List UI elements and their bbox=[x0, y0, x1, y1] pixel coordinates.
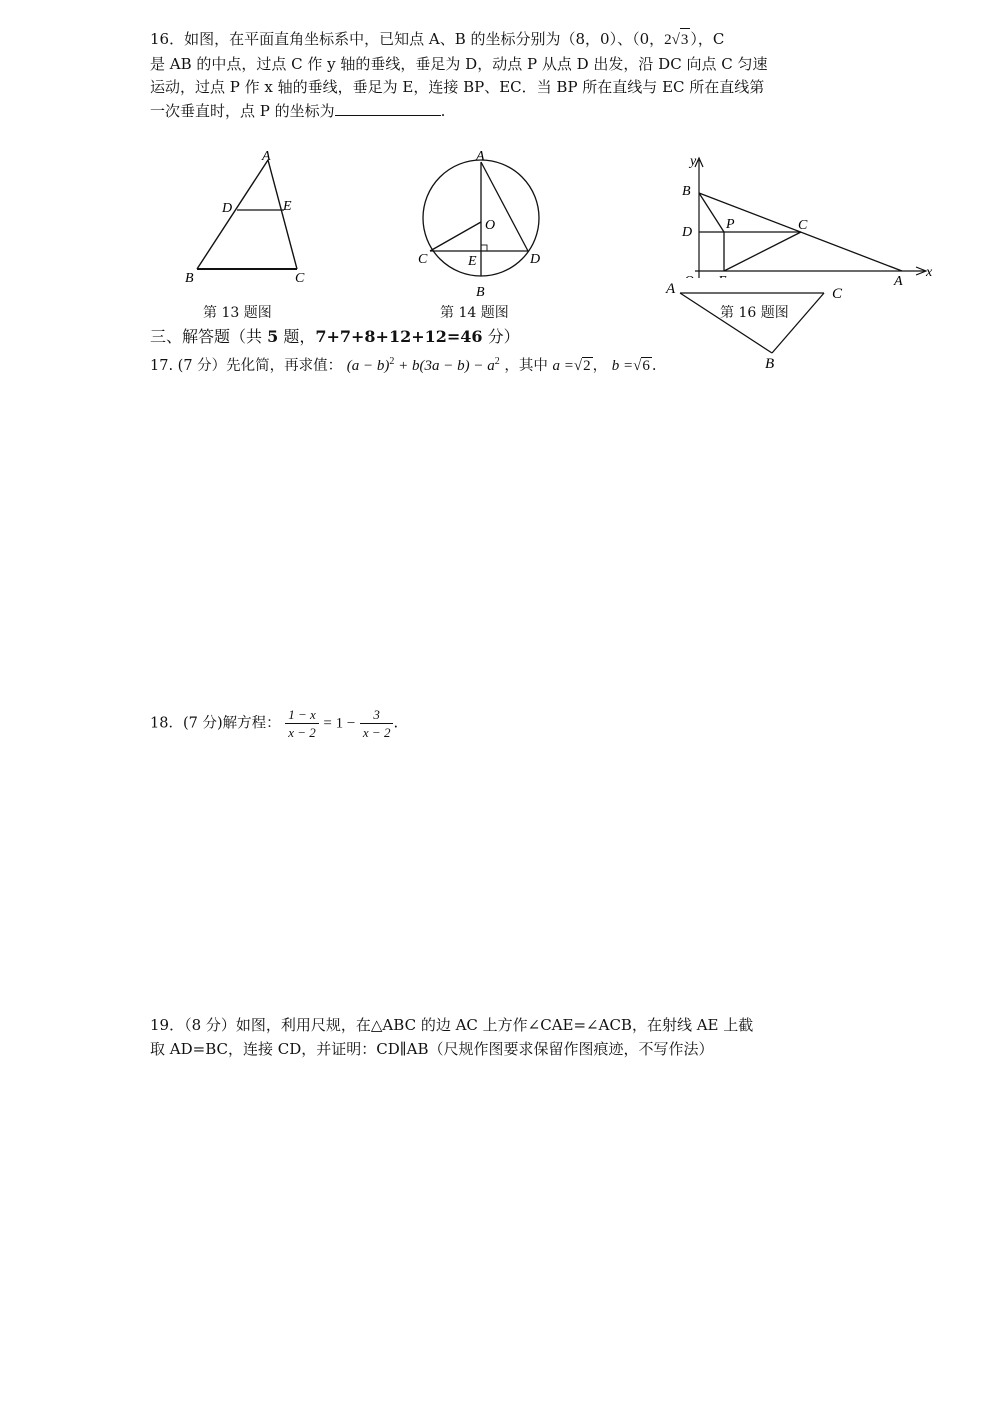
figure-13 bbox=[180, 148, 320, 288]
label-o: O bbox=[684, 274, 695, 289]
figure-14 bbox=[410, 148, 560, 298]
label-b: B bbox=[185, 271, 194, 286]
figure-19-diagram bbox=[664, 278, 849, 373]
question-17: 17. (7 分）先化简，再求值： $(a - b)^2 + b(3a - b) - a^2$ ，其中 a =√2 ， b =√6 . bbox=[150, 356, 657, 374]
figure-19 bbox=[664, 278, 849, 373]
label-a: A bbox=[476, 149, 485, 164]
figure-14-diagram bbox=[410, 148, 560, 298]
q16-line-4: 一次垂直时，点 P 的坐标为 . bbox=[150, 101, 446, 120]
q16-line-1: 16．如图，在平面直角坐标系中，已知点 A、B 的坐标分别为（8，0）、（0，2√3 ），C bbox=[150, 28, 840, 53]
label-a: A bbox=[666, 281, 676, 297]
question-16 bbox=[150, 28, 840, 123]
fraction-lhs: $\frac{1 - x}{x - 2}$ bbox=[285, 706, 319, 741]
label-o: O bbox=[485, 218, 496, 233]
figure-13-caption: 第 13 题图 bbox=[203, 305, 272, 321]
figure-16 bbox=[670, 150, 935, 290]
section-3-heading: 三、解答题（共 5 题，7+7+8+12+12=46 分） bbox=[150, 327, 520, 346]
label-e: E bbox=[283, 199, 292, 214]
q19-line-2: 取 AD=BC，连接 CD，并证明：CD∥AB（尺规作图要求保留作图痕迹，不写作法） bbox=[150, 1039, 714, 1058]
label-a: A bbox=[894, 274, 903, 289]
label-b: B bbox=[476, 285, 485, 300]
q16-line-3: 运动，过点 P 作 x 轴的垂线，垂足为 E，连接 BP、EC．当 BP 所在直线与 EC 所在直线第 bbox=[150, 78, 765, 96]
q16-line-2: 是 AB 的中点，过点 C 作 y 轴的垂线，垂足为 D，动点 P 从点 D 出发，沿 DC 向点 C 匀速 bbox=[150, 54, 768, 73]
question-19 bbox=[150, 1014, 840, 1061]
fraction-rhs: $\frac{3}{x - 2}$ bbox=[360, 706, 394, 741]
label-a: A bbox=[262, 149, 271, 164]
label-y: y bbox=[690, 154, 697, 169]
label-x: x bbox=[926, 265, 933, 280]
label-d: D bbox=[682, 225, 693, 240]
figure-13-diagram bbox=[180, 148, 320, 288]
label-c: C bbox=[295, 271, 305, 286]
figure-16-diagram bbox=[670, 150, 935, 290]
figure-16-caption: 第 16 题图 bbox=[720, 305, 789, 321]
answer-blank[interactable] bbox=[335, 101, 441, 116]
figure-14-caption: 第 14 题图 bbox=[440, 305, 509, 321]
label-d: D bbox=[530, 252, 541, 267]
label-e: E bbox=[468, 254, 477, 269]
question-18: 18．(7 分)解方程： $\frac{1 - x}{x - 2}$ = 1 − $\frac{3}{x - 2}$ . bbox=[150, 707, 399, 740]
label-b: B bbox=[682, 184, 691, 199]
label-e: E bbox=[718, 274, 727, 289]
label-b: B bbox=[765, 356, 775, 372]
label-d: D bbox=[222, 201, 233, 216]
label-p: P bbox=[726, 217, 735, 232]
label-c: C bbox=[418, 252, 428, 267]
label-c: C bbox=[798, 218, 808, 233]
q19-line-1: 19．（8 分）如图，利用尺规，在△ABC 的边 AC 上方作∠CAE=∠ACB，在射线 AE 上截 bbox=[150, 1016, 754, 1034]
label-c: C bbox=[832, 286, 843, 302]
